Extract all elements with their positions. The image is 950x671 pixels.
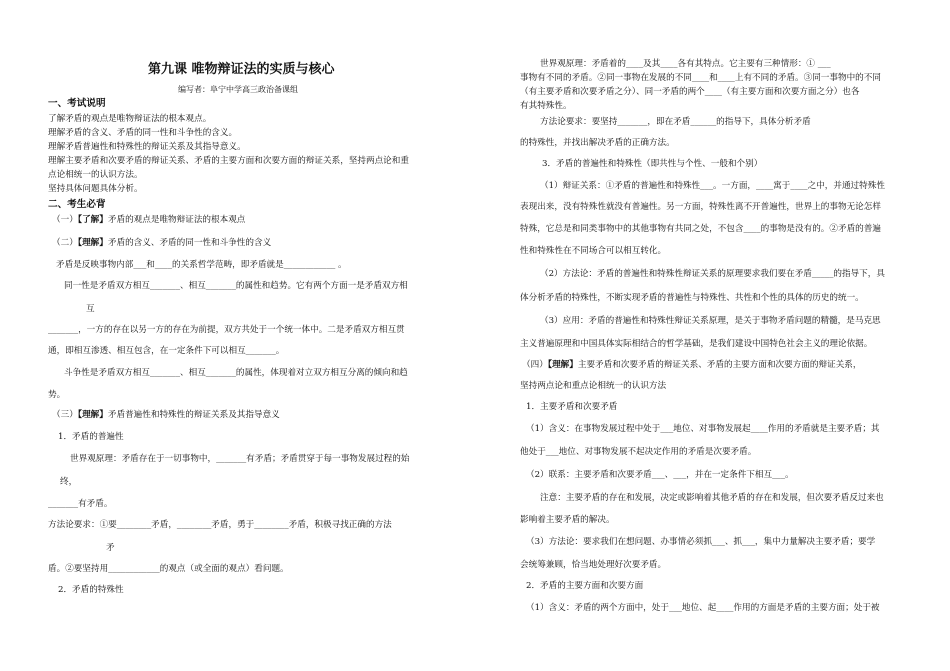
subsection-text: 主要矛盾和次要矛盾的辩证关系、矛盾的主要方面和次要方面的辩证关系， <box>577 360 862 370</box>
text-line: 互 <box>86 304 95 314</box>
section-heading-memorize: 二、考生必背 <box>48 199 106 210</box>
text-line: 事物有不同的矛盾。②同一事物在发展的不同____和____上有不同的矛盾。③同一事物中的不同 <box>520 73 881 83</box>
text-line: （1）辩证关系：①矛盾的普遍性和特殊性___。一方面，____寓于____之中，并通过特殊性 <box>540 181 885 191</box>
text-line: 1．主要矛盾和次要矛盾 <box>526 402 618 412</box>
subsection-text: 矛盾的含义、矛盾的同一性和斗争性的含义 <box>107 238 272 248</box>
text-line: 注意：主要矛盾的存在和发展，决定或影响着其他矛盾的存在和发展，但次要矛盾反过来也 <box>540 493 884 503</box>
text-line: 1．矛盾的普遍性 <box>58 432 124 442</box>
exam-item: 理解矛盾普遍性和特殊性的辩证关系及其指导意义。 <box>48 142 246 152</box>
text-line: 2．矛盾的特殊性 <box>58 585 124 595</box>
subsection-index: （一） <box>52 215 78 225</box>
text-line: _______，一方的存在以另一方的存在为前提，双方共处于一个统一体中。二是矛盾双方相互贯 <box>48 325 405 335</box>
text-line: 世界观原理：矛盾存在于一切事物中，_______有矛盾；矛盾贯穿于每一事物发展过程的始 <box>70 454 410 464</box>
subsection-tag: 【了解】 <box>77 215 108 225</box>
text-line: 通，即相互渗透、相互包含，在一定条件下可以相互_______。 <box>48 346 285 356</box>
text-line: （有主要矛盾和次要矛盾之分）、同一矛盾的两个____（有主要方面和次要方面之分）也各 <box>520 87 860 97</box>
text-line: 矛盾是反映事物内部___和____的关系哲学范畴，即矛盾就是____________ 。 <box>56 260 347 270</box>
text-line: 方法论要求：①要________矛盾，________矛盾，勇于________矛盾，积极寻找正确的方法 <box>48 520 392 530</box>
text-line: 他处于___地位、对事物发展不起决定作用的矛盾是次要矛盾。 <box>520 447 757 457</box>
text-line: 的特殊性，并找出解决矛盾的正确方法。 <box>520 138 675 148</box>
text-line: （3）方法论：要求我们在想问题、办事情必须抓___、抓___，集中力量解决主要矛盾；要学 <box>526 537 876 547</box>
section-heading-exam: 一、考试说明 <box>48 98 106 109</box>
subsection-1 <box>52 214 245 226</box>
exam-item: 点论相统一的认识方法。 <box>48 170 143 180</box>
text-line: 表现出来，没有特殊性就没有普遍性。另一方面，特殊性离不开普遍性，世界上的事物无论怎样 <box>520 202 881 212</box>
subsection-index: （三） <box>52 410 78 420</box>
author-line: 编写者：阜宁中学高三政治备课组 <box>178 85 298 94</box>
subsection-text: 矛盾的观点是唯物辩证法的根本观点 <box>107 215 246 225</box>
subsection-index: （二） <box>52 238 78 248</box>
exam-item: 理解主要矛盾和次要矛盾的辩证关系、矛盾的主要方面和次要方面的辩证关系，坚持两点论和重 <box>48 156 409 166</box>
text-line: 同一性是矛盾双方相互_______、相互_______的属性和趋势。它有两个方面一是矛盾双方相 <box>64 281 408 291</box>
text-line: 有其特殊性。 <box>520 101 572 111</box>
exam-item: 坚持具体问题具体分析。 <box>48 184 143 194</box>
text-line: 会统筹兼顾，恰当地处理好次要矛盾。 <box>520 560 667 570</box>
subsection-4 <box>522 359 861 371</box>
subsection-2 <box>52 237 271 249</box>
text-line: 方法论要求：要坚持_______，即在矛盾______的指导下，具体分析矛盾 <box>540 117 811 127</box>
exam-item: 了解矛盾的观点是唯物辩证法的根本观点。 <box>48 114 212 124</box>
exam-item: 理解矛盾的含义、矛盾的同一性和斗争性的含义。 <box>48 128 238 138</box>
text-line: 主义普遍原理和中国具体实际相结合的哲学基础，是我们建设中国特色社会主义的理论依据。 <box>520 339 873 349</box>
subsection-tag: 【理解】 <box>77 238 108 248</box>
text-line: 3．矛盾的普遍性和特殊性（即共性与个性、一般和个别） <box>542 159 763 169</box>
text-line: 盾。②要坚持用____________的观点（或全面的观点）看问题。 <box>48 564 289 574</box>
text-line: 影响着主要矛盾的解决。 <box>520 515 615 525</box>
text-line: 矛 <box>106 543 115 553</box>
text-line: 坚持两点论和重点论相统一的认识方法 <box>520 381 667 391</box>
text-line: 世界观原理：矛盾着的____及其____各有其特点。它主要有三种情形：① ___ <box>540 59 831 69</box>
text-line: _______有矛盾。 <box>48 499 113 509</box>
text-line: 终， <box>60 477 78 487</box>
page-title: 第九课 唯物辩证法的实质与核心 <box>148 62 335 77</box>
right-column <box>520 0 928 671</box>
text-line: 势。 <box>48 390 66 400</box>
subsection-index: （四） <box>522 360 548 370</box>
text-line: 2．矛盾的主要方面和次要方面 <box>526 581 644 591</box>
text-line: 体分析矛盾的特殊性，不断实现矛盾的普遍性与特殊性、共性和个性的具体的历史的统一。 <box>520 293 864 303</box>
subsection-3 <box>52 409 280 421</box>
text-line: （2）方法论：矛盾的普遍性和特殊性辩证关系的原理要求我们要在矛盾_____的指导下，具 <box>540 269 885 279</box>
text-line: 特殊，它总是和同类事物中的其他事物有共同之处，不包含____的事物是没有的。②矛盾的普遍 <box>520 224 881 234</box>
text-line: （1）含义：矛盾的两个方面中，处于___地位、起____作用的方面是矛盾的主要方面；处于被 <box>526 603 880 613</box>
text-line: 性和特殊性在不同场合可以相互转化。 <box>520 246 667 256</box>
text-line: （2）联系：主要矛盾和次要矛盾___、___，并在一定条件下相互___。 <box>526 470 794 480</box>
subsection-tag: 【理解】 <box>77 410 108 420</box>
text-line: 斗争性是矛盾双方相互_______、相互_______的属性，体现着对立双方相互分离的倾向和趋 <box>64 368 408 378</box>
text-line: （3）应用：矛盾的普遍性和特殊性辩证关系原理，是关于事物矛盾问题的精髓，是马克思 <box>540 316 881 326</box>
text-line: （1）含义：在事物发展过程中处于___地位、对事物发展起____作用的矛盾就是主要矛盾；其 <box>526 424 880 434</box>
subsection-text: 矛盾普遍性和特殊性的辩证关系及其指导意义 <box>107 410 280 420</box>
subsection-tag: 【理解】 <box>547 360 578 370</box>
